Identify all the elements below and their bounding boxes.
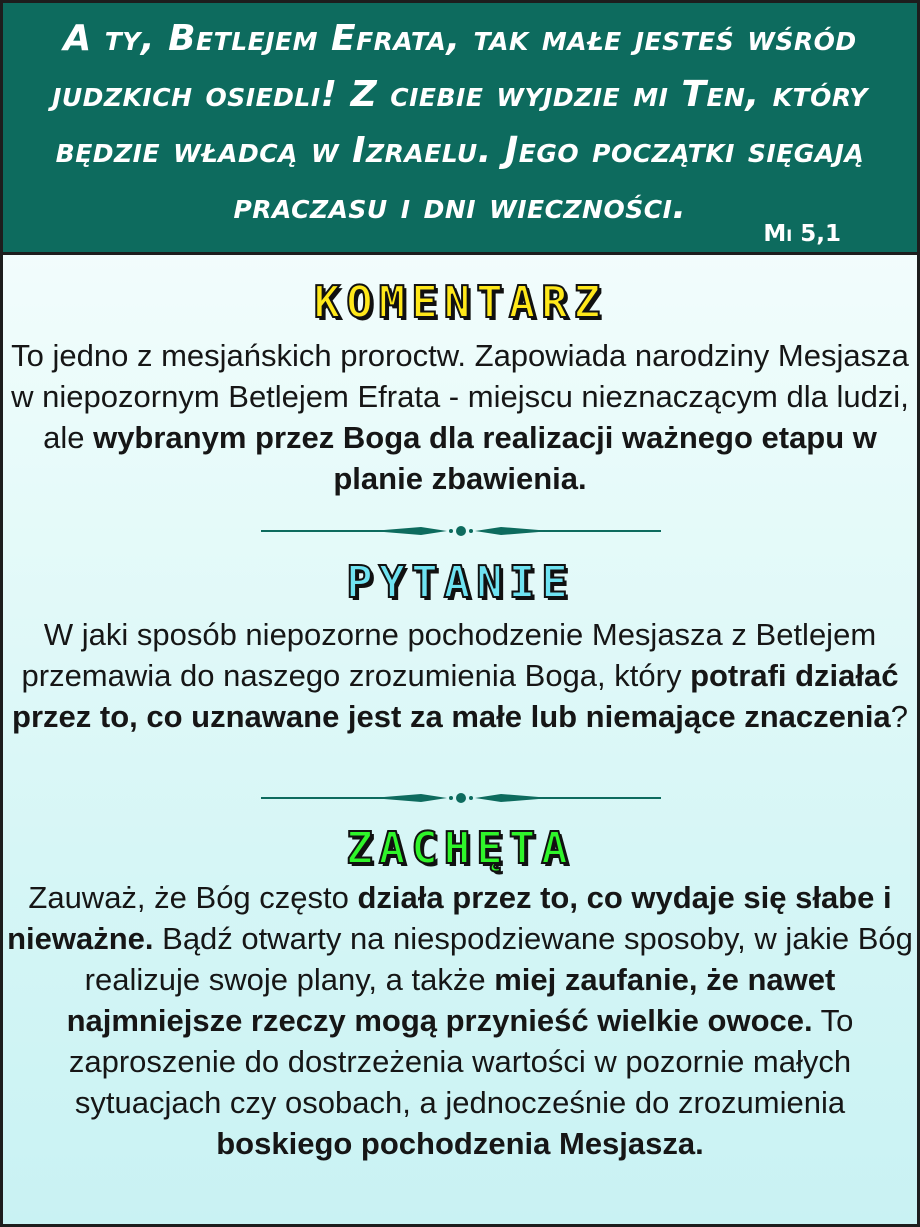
section-body-komentarz [3, 335, 917, 499]
body-text-segment: To jedno z mesjańskich proroctw. Zapowiada narodziny Mesjasza w niepozornym Betlejem Efrata - miejscu nieznaczącym dla ludzi, ale [11, 338, 909, 455]
emphasis-text: wybranym przez Boga dla realizacji ważnego etapu w planie zbawienia. [93, 420, 877, 496]
body-text-segment: Zauważ, że Bóg często [28, 880, 358, 915]
body-text-segment: Bądź otwarty na niespodziewane sposoby, w jakie Bóg realizuje swoje plany, a także [84, 921, 913, 997]
section-body-zacheta [3, 877, 917, 1164]
emphasis-text: działa przez to, co wydaje się słabe i nieważne. [7, 880, 892, 956]
ornamental-divider-icon [261, 791, 661, 805]
emphasis-text: boskiego pochodzenia Mesjasza. [216, 1126, 704, 1161]
body-text-segment: W jaki sposób niepozorne pochodzenie Mesjasza z Betlejem przemawia do naszego zrozumienia Boga, który [21, 617, 877, 693]
scripture-header [3, 3, 917, 255]
scripture-quote: A ty, Betlejem Efrata, tak małe jesteś wśród judzkich osiedli! Z ciebie wyjdzie mi Ten, który będzie władcą w Izraelu. Jego początki sięgają praczasu i dni wieczności. [52, 18, 868, 227]
emphasis-text: potrafi działać przez to, co uznawane jest za małe lub niemające znaczenia [12, 658, 899, 734]
scripture-reference: Mi 5,1 [763, 221, 841, 247]
body-text-segment: To zaproszenie do dostrzeżenia wartości w pozornie małych sytuacjach czy osobach, a jednocześnie do zrozumienia [68, 1003, 854, 1120]
ornamental-divider-icon [261, 524, 661, 538]
section-title-komentarz: KOMENTARZ [313, 277, 607, 328]
emphasis-text: miej zaufanie, że nawet najmniejsze rzeczy mogą przynieść wielkie owoce. [66, 962, 836, 1038]
section-title-zacheta: ZACHĘTA [346, 823, 574, 874]
section-body-pytanie [3, 614, 917, 737]
section-title-pytanie: PYTANIE [346, 557, 574, 608]
body-text-segment: ? [890, 699, 908, 734]
